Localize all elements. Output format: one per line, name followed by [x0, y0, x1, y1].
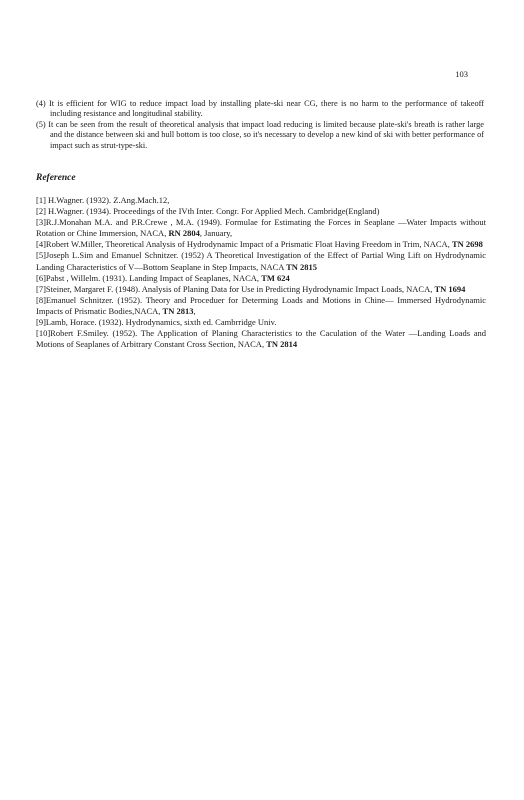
reference-item: [1] H.Wagner. (1932). Z.Ang.Mach.12,: [36, 195, 170, 205]
conclusion-item: (4) It is efficient for WIG to reduce impact load by installing plate-ski near CG, there is no harm to the performance of takeoff including resistance and longitudinal stability.: [36, 99, 484, 119]
reference-item: [10]Robert F.Smiley. (1952). The Application of Planing Characteristics to the Caculation of the Water —Landing Loads and Motions of Seaplanes of Arbitrary Constant Cross Section, NACA, TN 2814: [36, 328, 486, 350]
reference-item: [3]R.J.Monahan M.A. and P.R.Crewe , M.A. (1949). Formulae for Estimating the Forces in Seaplane —Water Impacts without Rotation or Chine Immersion, NACA, RN 2804, January,: [36, 217, 486, 239]
reference-item: [2] H.Wagner. (1934). Proceedings of the IVth Inter. Congr. For Applied Mech. Cambridge(England): [36, 206, 380, 217]
reference-heading: Reference: [36, 173, 76, 183]
reference-item: [5]Joseph L.Sim and Emanuel Schnitzer. (1952) A Theoretical Investigation of the Effect of Partial Wing Lift on Hydrodynamic Landing Characteristics of V—Bottom Seaplane in Step Impacts, NACA TN 2815: [36, 250, 486, 272]
reference-item: [6]Pabst , Willelm. (1931). Landing Impact of Seaplanes, NACA, TM 624: [36, 272, 290, 283]
reference-item: [7]Steiner, Margaret F. (1948). Analysis of Planing Data for Use in Predicting Hydrodynamic Impact Loads, NACA, TN 1694: [36, 283, 466, 294]
reference-item: [4]Robert W.Miller, Theoretical Analysis of Hydrodynamic Impact of a Prismatic Float Having Freedom in Trim, NACA, TN 2698: [36, 239, 483, 250]
reference-item: [8]Emanuel Schnitzer. (1952). Theory and Proceduer for Determing Loads and Motions in Chine— Immersed Hydrodynamic Impacts of Prismatic Bodies,NACA, TN 2813,: [36, 294, 486, 316]
conclusion-item: (5) It can be seen from the result of theoretical analysis that impact load reducing is limited because plate-ski's breath is rather large and the distance between ski and hull bottom is too close, so it's necessary to develop a new kind of ski with better performance of impact such as strut-type-ski.: [36, 119, 484, 150]
page-number: 103: [455, 69, 468, 79]
reference-list: [36, 195, 486, 350]
reference-item: [9]Lamb, Horace. (1932). Hydrodynamics, sixth ed. Cambrridge Univ.: [36, 317, 277, 328]
conclusions-list: [36, 99, 484, 151]
